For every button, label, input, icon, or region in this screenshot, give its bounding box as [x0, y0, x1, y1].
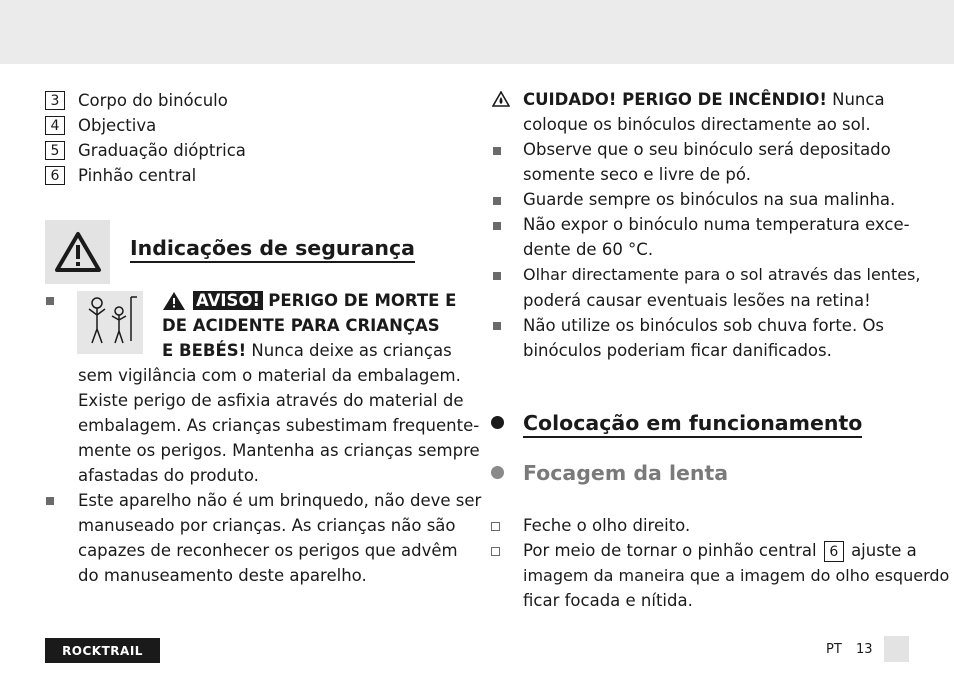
bullet-text-line: Observe que o seu binóculo será depositado [523, 140, 891, 159]
part-item [45, 163, 246, 188]
aviso-text-line: embalagem. As crianças subestimam frequente- [78, 416, 480, 435]
bullet-text-line: dente de 60 °C. [523, 240, 654, 259]
part-item [45, 88, 246, 113]
step-text: Feche o olho direito. [523, 516, 691, 535]
part-number: 5 [45, 141, 65, 160]
warning-triangle-small-icon [162, 291, 186, 311]
bullet-text-line: Olhar directamente para o sol através das lentes, [523, 265, 921, 284]
toy-text-line: manuseado por crianças. As crianças não são [78, 516, 456, 535]
focus-heading: Focagem da lenta [523, 461, 729, 485]
fire-warning-line2: coloque os binóculos directamente ao sol. [523, 115, 871, 134]
part-item [45, 138, 246, 163]
fire-warning-triangle-icon [492, 91, 510, 107]
fire-warning-line1: CUIDADO! PERIGO DE INCÊNDIO! Nunca [523, 90, 885, 109]
bullet-text-line: Não expor o binóculo numa temperatura exce- [523, 215, 910, 234]
step-checkbox-square [491, 522, 500, 531]
toy-text-line: Este aparelho não é um brinquedo, não deve ser [78, 491, 482, 510]
bullet-text-line: Não utilize os binóculos sob chuva forte. Os [523, 316, 885, 335]
part-item [45, 113, 246, 138]
step-checkbox-square [491, 547, 500, 556]
step-text-line1: Por meio de tornar o pinhão central 6 ajuste a [523, 541, 917, 560]
aviso-text-line: Existe perigo de asfixia através do material de [78, 391, 464, 410]
aviso-title-line3: E BEBÉS! Nunca deixe as crianças [162, 341, 452, 360]
footer-language: PT [826, 642, 842, 657]
footer-page-number: 13 [856, 642, 873, 657]
warning-triangle-icon [54, 231, 102, 273]
bullet-text-line: binóculos poderiam ficar danificados. [523, 341, 832, 360]
step-text-line2: imagem da maneira que a imagem do olho esquerdo [523, 566, 950, 585]
bullet-text-line: somente seco e livre de pó. [523, 165, 751, 184]
part-number: 3 [45, 91, 65, 110]
bullet-square [493, 197, 501, 205]
footer-tab-box [884, 636, 909, 662]
step-text-line3: ficar focada e nítida. [523, 591, 693, 610]
child-hazard-icon [77, 291, 143, 354]
bullet-square [46, 497, 54, 505]
heading-bullet-dot [491, 416, 504, 429]
aviso-text-line: afastadas do produto. [78, 466, 259, 485]
aviso-title-line2: DE ACIDENTE PARA CRIANÇAS [162, 316, 440, 335]
aviso-title-line1: AVISO! PERIGO DE MORTE E [193, 288, 456, 313]
operation-heading: Colocação em funcionamento [523, 410, 862, 436]
bullet-square [493, 272, 501, 280]
bullet-square [493, 322, 501, 330]
part-label: Corpo do binóculo [78, 91, 228, 110]
part-number: 4 [45, 116, 65, 135]
part-label: Graduação dióptrica [78, 141, 246, 160]
bullet-text-line: Guarde sempre os binóculos na sua malinha. [523, 190, 896, 209]
subheading-bullet-dot [491, 466, 504, 479]
bullet-square [493, 222, 501, 230]
warning-triangle-icon-box [45, 220, 110, 284]
aviso-text-line: sem vigilância com o material da embalagem. [78, 366, 461, 385]
part-ref-number: 6 [824, 541, 844, 562]
aviso-text-line: mente os perigos. Mantenha as crianças sempre [78, 441, 480, 460]
child-hazard-pictogram [77, 291, 143, 354]
bullet-square [46, 297, 54, 305]
toy-text-line: capazes de reconhecer os perigos que advêm [78, 541, 458, 560]
part-number: 6 [45, 166, 65, 185]
safety-heading: Indicações de segurança [130, 235, 415, 261]
parts-list [45, 88, 246, 188]
bullet-text-line: poderá causar eventuais lesões na retina! [523, 291, 871, 310]
brand-logo: ROCKTRAIL [45, 638, 160, 663]
part-label: Pinhão central [78, 166, 197, 185]
toy-text-line: do manuseamento deste aparelho. [78, 566, 367, 585]
bullet-square [493, 147, 501, 155]
part-label: Objectiva [78, 116, 157, 135]
header-band [0, 0, 954, 64]
